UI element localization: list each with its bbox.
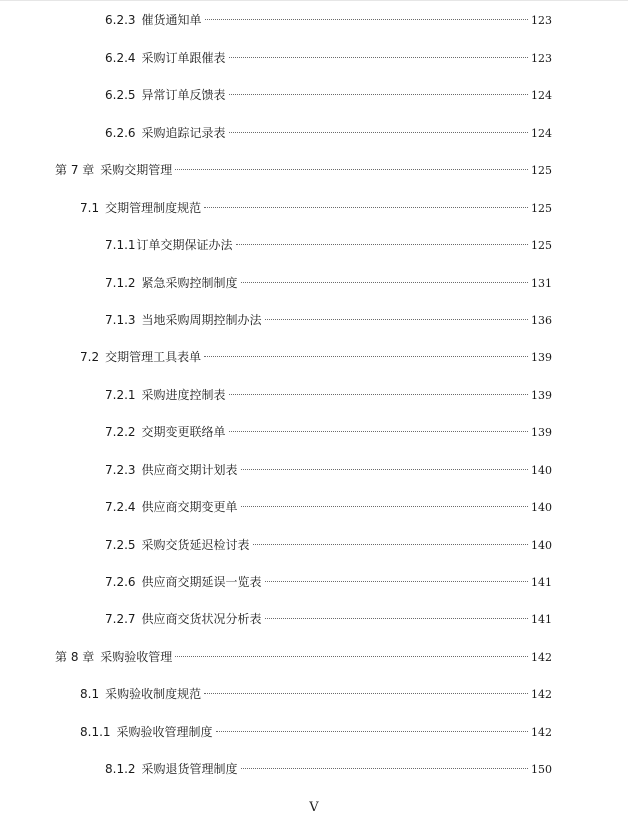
toc-entry-page: 123 <box>531 14 552 27</box>
toc-entry-number: 7.2.6 <box>105 575 136 589</box>
toc-entry[interactable] <box>105 460 552 480</box>
toc-entry-number: 7.2.2 <box>105 425 136 439</box>
dot-leader <box>236 243 528 245</box>
toc-entry-title: 采购进度控制表 <box>141 388 226 402</box>
toc-entry-page: 150 <box>531 763 552 776</box>
toc-entry-number: 7.2.5 <box>105 538 136 552</box>
toc-entry-page: 141 <box>531 613 552 626</box>
toc-entry-title: 催货通知单 <box>141 13 202 27</box>
toc-entry-number: 第 8 章 <box>55 650 95 664</box>
toc-entry-page: 142 <box>531 726 552 739</box>
toc-entry[interactable] <box>105 48 552 68</box>
toc-entry-section[interactable] <box>80 684 552 704</box>
toc-entry-page: 140 <box>531 539 552 552</box>
toc-entry-title: 采购验收管理制度 <box>116 725 213 739</box>
toc-entry-page: 139 <box>531 426 552 439</box>
toc-entry[interactable] <box>105 385 552 405</box>
toc-entry-title: 采购验收制度规范 <box>105 687 202 701</box>
toc-entry[interactable] <box>105 422 552 442</box>
toc-entry-page: 124 <box>531 89 552 102</box>
toc-entry[interactable] <box>105 572 552 592</box>
toc-entry-number: 第 7 章 <box>55 163 95 177</box>
toc-entry-number: 7.1.1 <box>105 238 136 252</box>
toc-entry-title: 采购订单跟催表 <box>141 51 226 65</box>
dot-leader <box>216 730 528 732</box>
toc-entry[interactable] <box>105 497 552 517</box>
toc-entry-page: 142 <box>531 651 552 664</box>
dot-leader <box>253 543 528 545</box>
dot-leader <box>229 430 528 432</box>
toc-entry-number: 7.1 <box>80 201 100 215</box>
toc-entry-chapter[interactable] <box>55 160 552 180</box>
dot-leader <box>265 617 528 619</box>
dot-leader <box>229 56 528 58</box>
toc-entry-number: 7.2.4 <box>105 500 136 514</box>
page-top-border <box>0 0 628 1</box>
toc-entry-section[interactable] <box>80 198 552 218</box>
dot-leader <box>241 468 528 470</box>
toc-entry-title: 供应商交货状况分析表 <box>141 612 262 626</box>
toc-entry-chapter[interactable] <box>55 647 552 667</box>
dot-leader <box>229 93 528 95</box>
toc-entry[interactable] <box>105 759 552 779</box>
toc-entry-page: 125 <box>531 202 552 215</box>
toc-entry-title: 异常订单反馈表 <box>141 88 226 102</box>
toc-entry-number: 6.2.4 <box>105 51 136 65</box>
dot-leader <box>204 206 528 208</box>
toc-entry-title: 交期管理工具表单 <box>105 350 202 364</box>
toc-entry-title: 供应商交期计划表 <box>141 463 238 477</box>
toc-entry-page: 131 <box>531 277 552 290</box>
toc-entry-title: 供应商交期变更单 <box>141 500 238 514</box>
toc-entry-number: 7.1.2 <box>105 276 136 290</box>
toc-entry-title: 采购追踪记录表 <box>141 126 226 140</box>
toc-entry-page: 125 <box>531 164 552 177</box>
toc-entry-title: 交期变更联络单 <box>141 425 226 439</box>
toc-entry-number: 7.2.1 <box>105 388 136 402</box>
toc-entry[interactable] <box>105 123 552 143</box>
toc-entry-page: 125 <box>531 239 552 252</box>
dot-leader <box>241 767 528 769</box>
toc-entry-title: 供应商交期延误一览表 <box>141 575 262 589</box>
toc-entry-page: 124 <box>531 127 552 140</box>
toc-entry-number: 7.2 <box>80 350 100 364</box>
toc-entry-number: 7.2.7 <box>105 612 136 626</box>
toc-entry-number: 6.2.5 <box>105 88 136 102</box>
toc-entry-section[interactable] <box>80 722 552 742</box>
dot-leader <box>175 655 528 657</box>
dot-leader <box>265 580 528 582</box>
toc-entry-title: 采购交货延迟检讨表 <box>141 538 250 552</box>
dot-leader <box>175 168 528 170</box>
toc-entry-section[interactable] <box>80 347 552 367</box>
toc-entry[interactable] <box>105 310 552 330</box>
toc-entry-number: 7.2.3 <box>105 463 136 477</box>
toc-entry-number: 8.1.1 <box>80 725 111 739</box>
toc-entry[interactable] <box>105 273 552 293</box>
dot-leader <box>229 131 528 133</box>
toc-entry[interactable] <box>105 85 552 105</box>
toc-entry-title: 当地采购周期控制办法 <box>141 313 262 327</box>
toc-entry[interactable] <box>105 535 552 555</box>
toc-entry-number: 6.2.3 <box>105 13 136 27</box>
toc-entry-page: 140 <box>531 501 552 514</box>
dot-leader <box>204 692 528 694</box>
toc-entry-page: 136 <box>531 314 552 327</box>
toc-entry-page: 123 <box>531 52 552 65</box>
dot-leader <box>229 393 528 395</box>
toc-entry-title: 交期管理制度规范 <box>105 201 202 215</box>
toc-entry-number: 6.2.6 <box>105 126 136 140</box>
dot-leader <box>241 505 528 507</box>
toc-entry-title: 采购退货管理制度 <box>141 762 238 776</box>
toc-entry-number: 7.1.3 <box>105 313 136 327</box>
toc-entry-number: 8.1 <box>80 687 100 701</box>
toc-entry[interactable] <box>105 10 552 30</box>
toc-entry-page: 140 <box>531 464 552 477</box>
toc-entry-title: 采购交期管理 <box>100 163 173 177</box>
toc-entry-title: 紧急采购控制制度 <box>141 276 238 290</box>
toc-entry-page: 139 <box>531 351 552 364</box>
toc-entry[interactable] <box>105 609 552 629</box>
toc-entry-page: 142 <box>531 688 552 701</box>
toc-entry-page: 139 <box>531 389 552 402</box>
dot-leader <box>265 318 528 320</box>
toc-entry-number: 8.1.2 <box>105 762 136 776</box>
page-number: V <box>309 800 319 815</box>
dot-leader <box>241 281 528 283</box>
toc-entry-title: 订单交期保证办法 <box>136 238 233 252</box>
toc-entry-title: 采购验收管理 <box>100 650 173 664</box>
toc-entry[interactable] <box>105 235 552 255</box>
toc-entry-page: 141 <box>531 576 552 589</box>
dot-leader <box>205 18 528 20</box>
dot-leader <box>204 355 528 357</box>
